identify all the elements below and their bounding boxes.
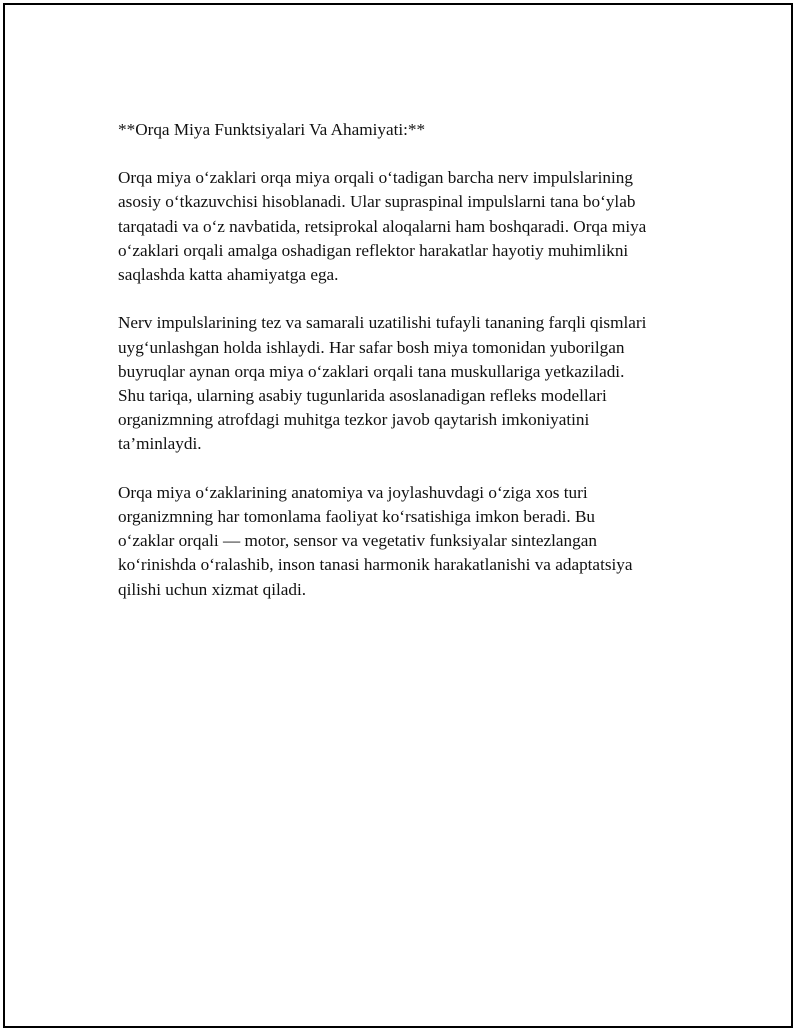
paragraph-line: tarqatadi va o‘z navbatida, retsiprokal aloqalarni ham boshqaradi. Orqa miya [118,216,647,236]
paragraph-line: organizmning har tomonlama faoliyat ko‘rsatishiga imkon beradi. Bu [118,507,596,527]
paragraph-1 [118,166,698,287]
paragraph-line: organizmning atrofdagi muhitga tezkor javob qaytarish imkoniyatini [118,410,590,430]
paragraph-line: o‘zaklari orqali amalga oshadigan reflektor harakatlar hayotiy muhimlikni [118,240,629,260]
paragraph-line: saqlashda katta ahamiyatga ega. [118,265,339,285]
paragraph-line: buyruqlar aynan orqa miya o‘zaklari orqali tana muskullariga yetkaziladi. [118,361,625,381]
paragraph-line: ko‘rinishda o‘ralashib, inson tanasi harmonik harakatlanishi va adaptatsiya [118,555,633,575]
paragraph-line: Orqa miya o‘zaklari orqa miya orqali o‘tadigan barcha nerv impulslarining [118,168,633,188]
paragraph-line: asosiy o‘tkazuvchisi hisoblanadi. Ular supraspinal impulslarni tana bo‘ylab [118,192,636,212]
paragraph-line: ta’minlaydi. [118,434,202,454]
paragraph-line: Nerv impulslarining tez va samarali uzatilishi tufayli tananing farqli qismlari [118,313,647,333]
paragraph-3 [118,481,698,602]
paragraph-2 [118,311,698,456]
document-body [118,118,698,626]
paragraph-line: o‘zaklar orqali — motor, sensor va vegetativ funksiyalar sintezlangan [118,531,597,551]
paragraph-line: uyg‘unlashgan holda ishlaydi. Har safar bosh miya tomonidan yuborilgan [118,337,625,357]
paragraph-line: Shu tariqa, ularning asabiy tugunlarida asoslanadigan refleks modellari [118,386,607,406]
document-heading: **Orqa Miya Funktsiyalari Va Ahamiyati:** [118,120,426,139]
paragraph-line: qilishi uchun xizmat qiladi. [118,579,307,599]
paragraph-line: Orqa miya o‘zaklarining anatomiya va joylashuvdagi o‘ziga xos turi [118,482,588,502]
